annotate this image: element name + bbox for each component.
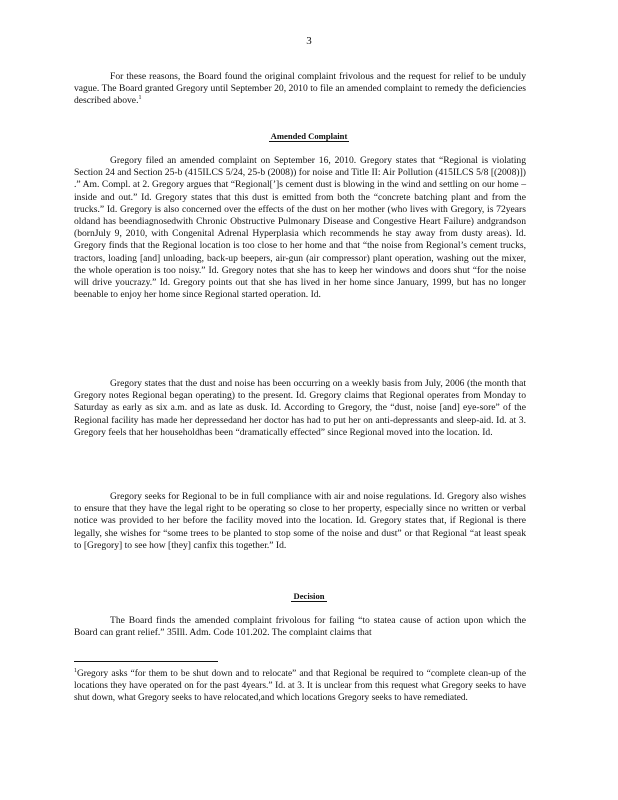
paragraph-amended-complaint-text: Gregory filed an amended complaint on September 16, 2010. Gregory states that “Regional is violating Section 24 and Section 25-b (415ILCS 5/24, 25-b (2008)) for noise and Title II: Air Pollution (415ILCS 5/8 [(2008)]) .” Am. Compl. at 2. Gregory argues that “Regional[’]s cement dust is blowing in the wind and settling on our home – inside and out.” Id. Gregory states that this dust is emitted from both the “concrete batching plant and from the trucks.” Id. Gregory is also concerned over the effects of the dust on her mother (who lives with Gregory, is 72years oldand has beendiagnosedwith Chronic Obstructive Pulmonary Disease and Congestive Heart Failure) andgrandson (bornJuly 9, 2010, with Congenital Adrenal Hyperplasia which recommends he stay away from dusty areas). Id. Gregory finds that the Regional location is too close to her home and that “the noise from Regional’s cement trucks, tractors, loading [and] unloading, back-up beepers, air-gun (air compressor) plant operation, washing out the mixer, the whole operation is too noisy.” Id. Gregory notes that she has to keep her windows and doors shut “for the noise will drive youcrazy.” Id. Gregory points out that she has lived in her home since January, 1999, but has no longer beenable to enjoy her home since Regional started operation. Id. — [74, 155, 526, 301]
paragraph-decision-text: The Board finds the amended complaint frivolous for failing “to statea cause of action upon which the Board can grant relief.” 35Ill. Adm. Code 101.202. The complaint claims that — [74, 615, 526, 639]
paragraph-reasons-text: For these reasons, the Board found the original complaint frivolous and the request for relief to be unduly vague. The Board granted Gregory until September 20, 2010 to file an amended complaint to remedy the deficiencies described above. — [74, 71, 526, 107]
paragraph-compliance-text: Gregory seeks for Regional to be in full compliance with air and noise regulations. Id. Gregory also wishes to ensure that they have the legal right to be operating so close to her property, especially since no written or verbal notice was provided to her before the facility moved into the location. Id. Gregory states that, if Regional is there legally, she wishes for “some trees to be planted to stop some of the noise and dust” or that Regional “at least speak to [Gregory] to see how [they] canfix this together.” Id. — [74, 491, 526, 551]
footnote-1-marker: 1 — [74, 667, 77, 674]
heading-decision-text: Decision — [293, 591, 325, 601]
paragraph-decision — [74, 615, 526, 639]
paragraph-amended-complaint — [74, 155, 526, 301]
heading-amended-complaint — [0, 131, 618, 141]
paragraph-dust-noise-text: Gregory states that the dust and noise has been occurring on a weekly basis from July, 2006 (the month that Gregory notes Regional began operating) to the present. Id. Gregory claims that Regional operates from Monday to Saturday as early as six a.m. and as late as dusk. Id. According to Gregory, the “dust, noise [and] eye-sore” of the Regional facility has made her depressedand her doctor has had to put her on anti-depressants and sleep-aid. Id. at 3. Gregory feels that her householdhas been “dramatically effected” since Regional moved into the location. Id. — [74, 378, 526, 438]
footnote-1 — [74, 668, 526, 705]
paragraph-reasons — [74, 71, 526, 108]
page-number: 3 — [306, 35, 312, 47]
footnote-marker-1: 1 — [138, 95, 142, 102]
footnote-separator — [74, 661, 218, 662]
heading-amended-complaint-text: Amended Complaint — [270, 131, 348, 141]
paragraph-compliance — [74, 491, 526, 552]
heading-decision — [0, 591, 618, 601]
footnote-1-text: Gregory asks “for them to be shut down and to relocate” and that Regional be required to “complete clean-up of the locations they have operated on for the past 4years.” Id. at 3. It is unclear from this request what Gregory seeks to have shut down, what Gregory seeks to have relocated,and which locations Gregory seeks to have remediated. — [74, 669, 526, 704]
paragraph-dust-noise — [74, 378, 526, 439]
